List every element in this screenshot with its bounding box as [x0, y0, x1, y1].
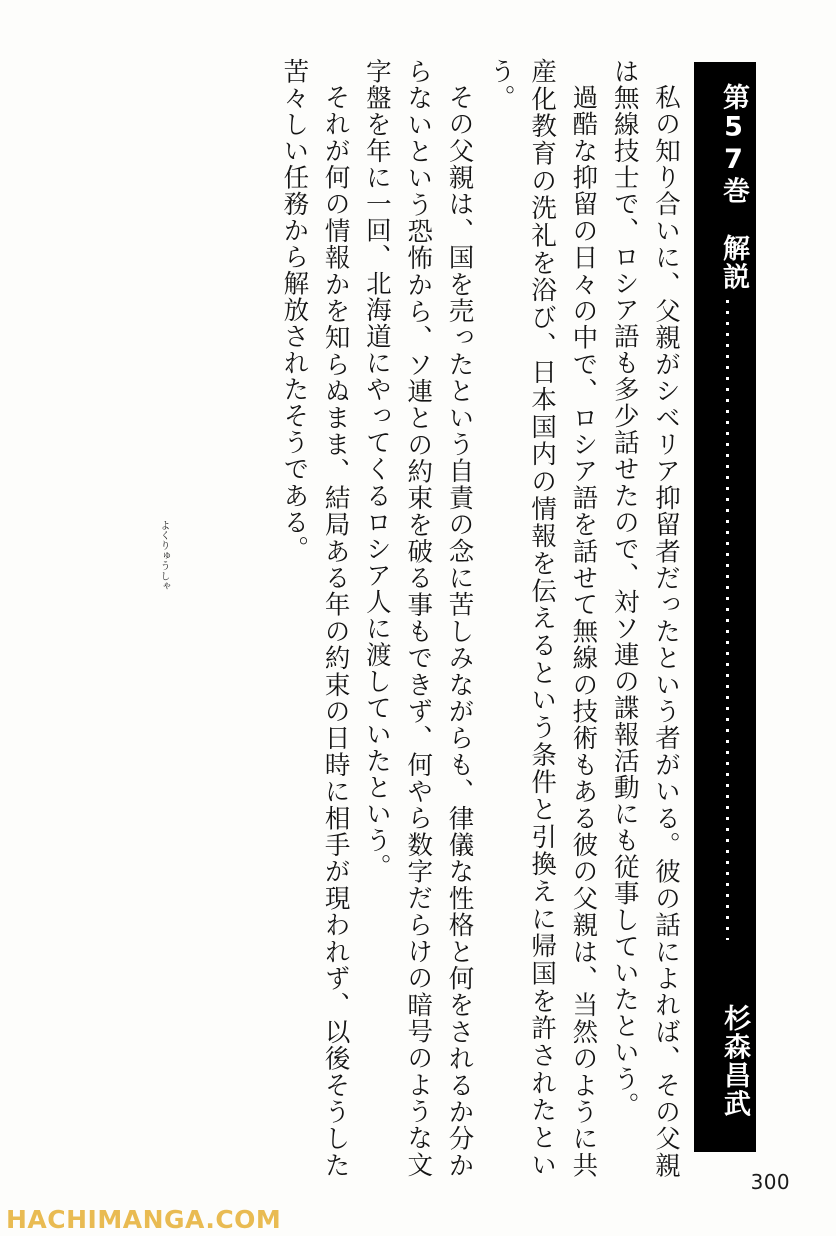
site-watermark: HACHIMANGA.COM [6, 1205, 282, 1234]
paragraph: それが何の情報かを知らぬまま、結局ある年の約束の日時に相手が現われず、以後そうした苦々しい任務から解放されたそうである。 [279, 58, 351, 1178]
ruby-yokuryusha: よくりゅうしゃ [158, 520, 169, 592]
paragraph: 私の知り合いに、父親がシベリア抑留者だったという者がいる。彼の話によれば、その父親は無線技士で、ロシア語も多少話せたので、対ソ連の諜報活動にも従事していたという。 [609, 58, 681, 1178]
author-name: 杉森昌武 [719, 1003, 750, 1119]
volume-title: 第57巻 解説 [718, 82, 749, 292]
dotted-leader [726, 300, 729, 940]
paragraph: その父親は、国を売ったという自責の念に苦しみながらも、律儀な性格と何をされるか分からないという恐怖から、ソ連との約束を破る事もできず、何やら数字だらけの暗号のような文字盤を年に一回、北海道にやってくるロシア人に渡していたという。 [361, 58, 475, 1178]
paragraph: 過酷な抑留の日々の中で、ロシア語を話せて無線の技術もある彼の父親は、当然のように共産化教育の洗礼を浴び、日本国内の情報を伝えるという条件と引換えに帰国を許されたという。 [485, 58, 599, 1178]
body-text [126, 58, 686, 1178]
page-number: 300 [750, 1170, 790, 1194]
